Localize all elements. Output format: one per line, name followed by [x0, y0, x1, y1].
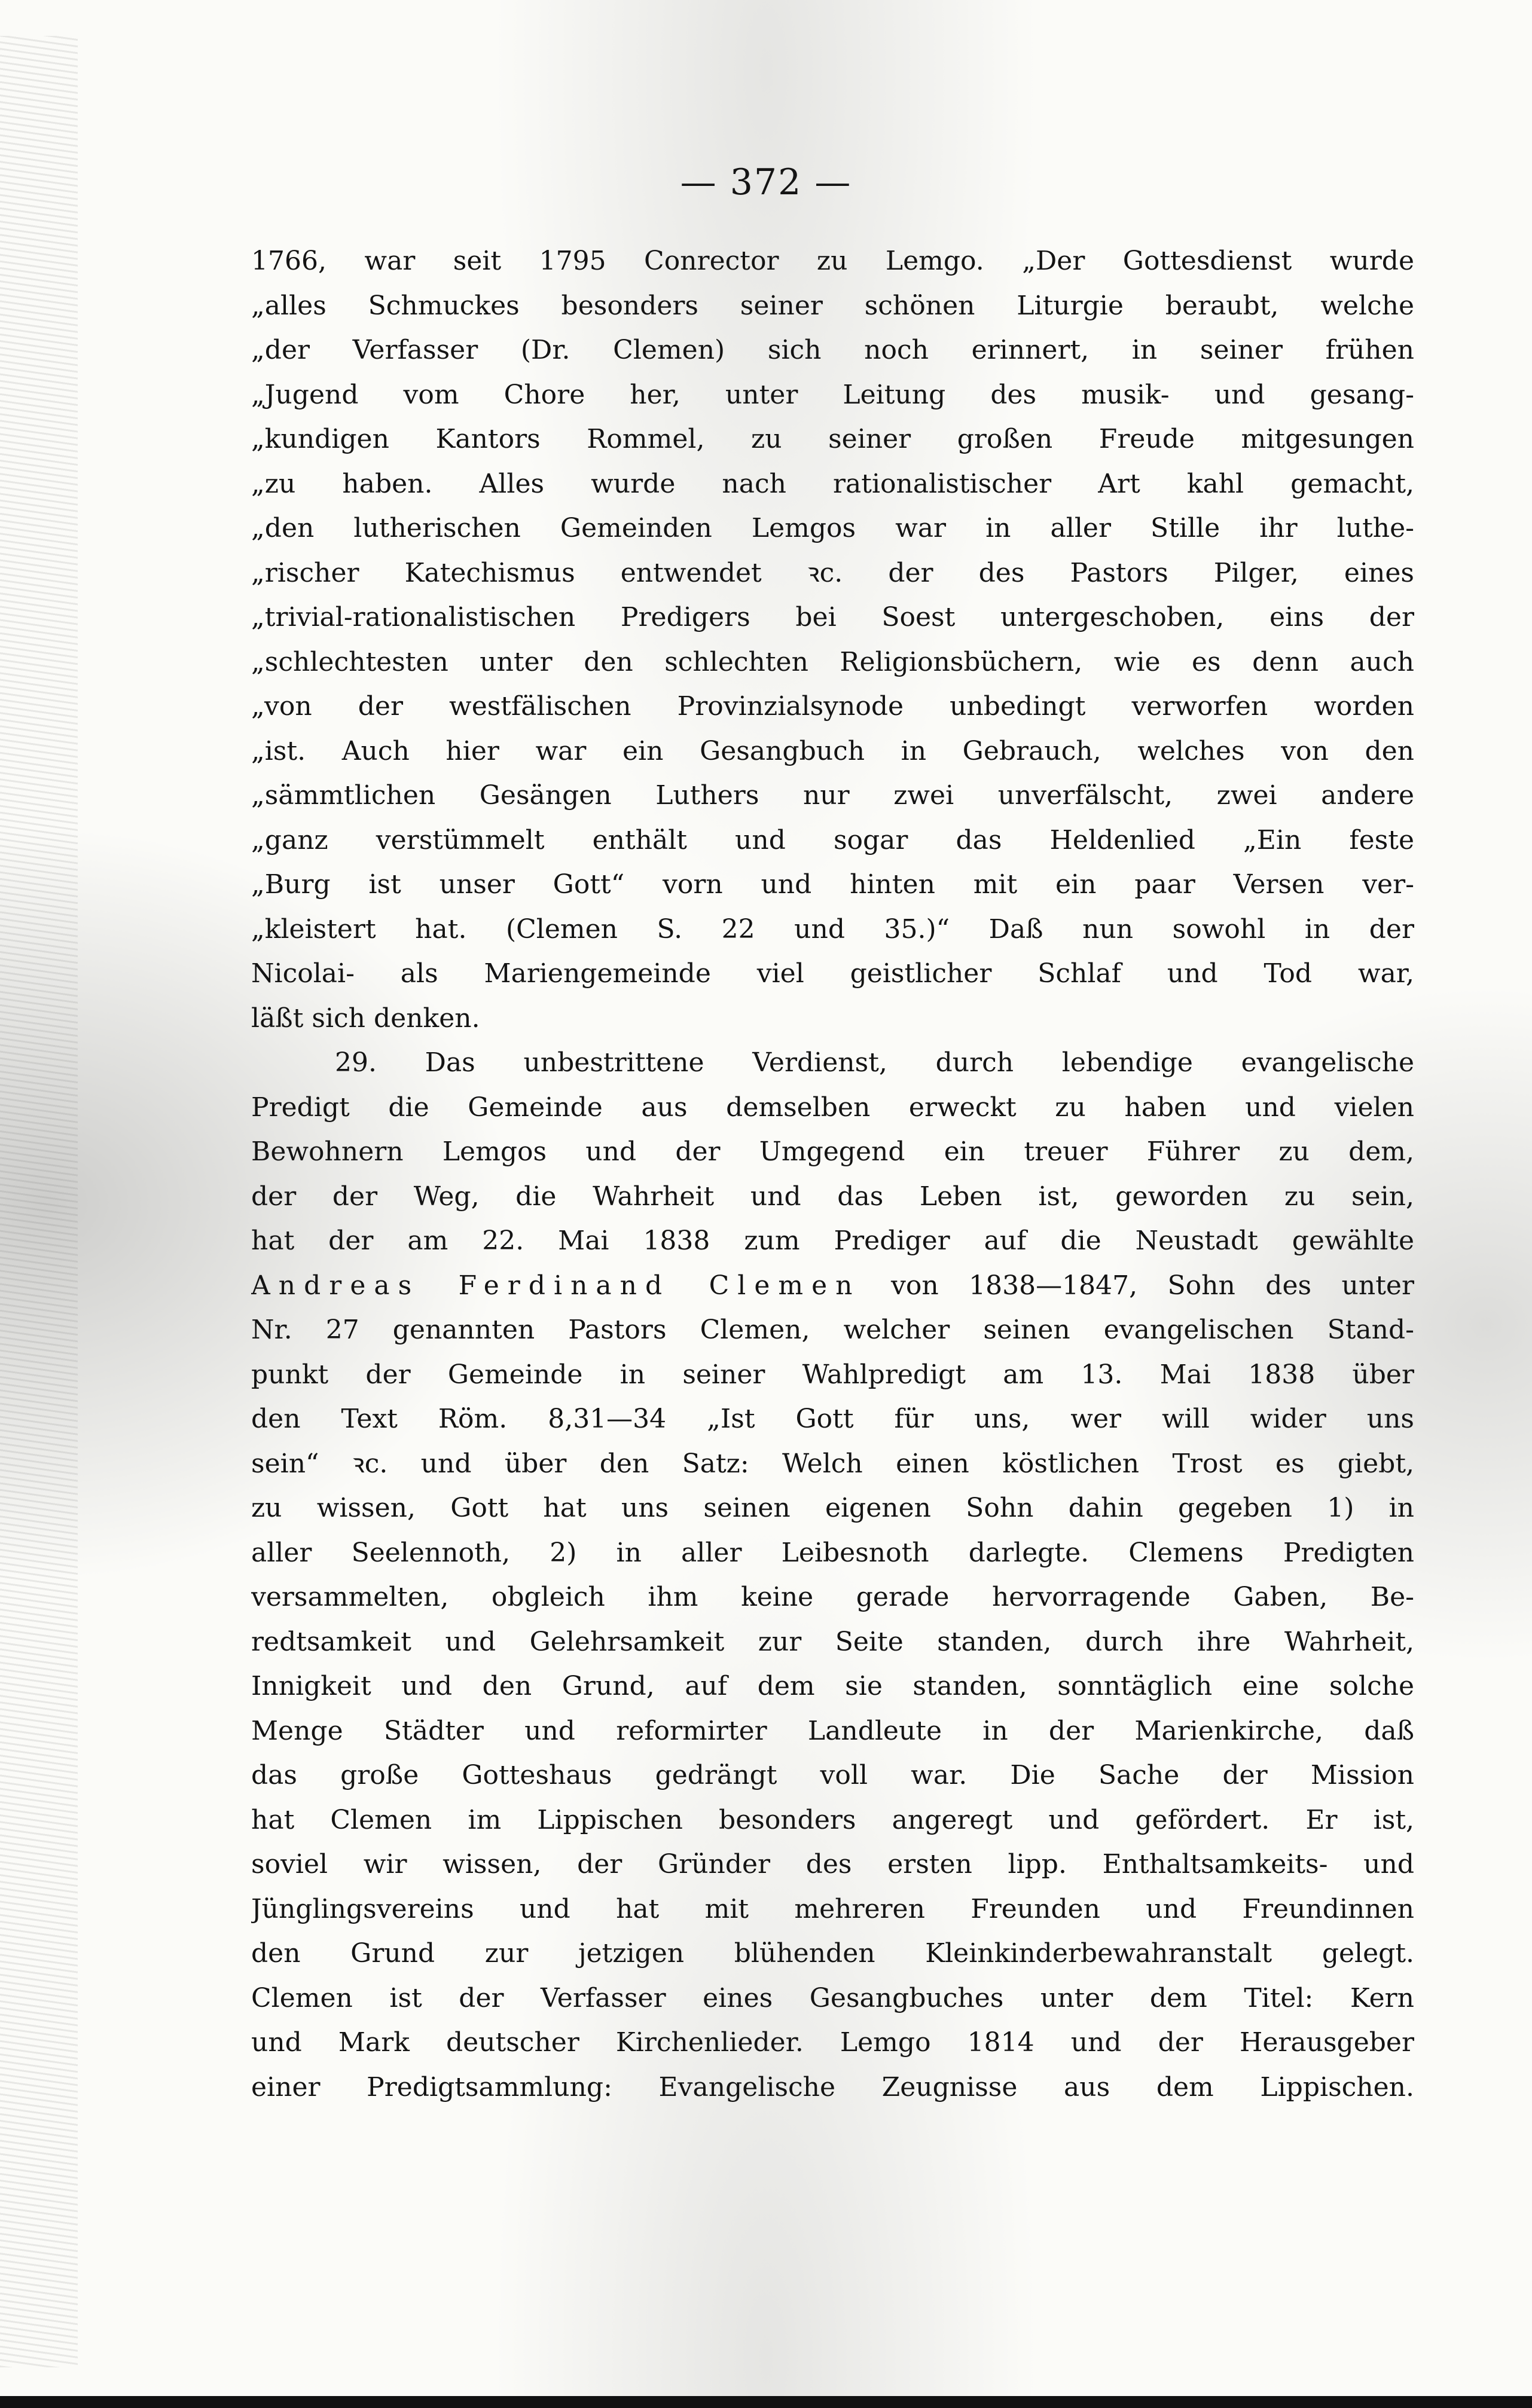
page-number: — 372 — — [680, 161, 852, 203]
text-line: „sämmtlichen Gesängen Luthers nur zwei unverfälscht, zwei andere — [251, 780, 1414, 811]
text-line: das große Gotteshaus gedrängt voll war. Die Sache der Mission — [251, 1760, 1414, 1790]
text-line: „alles Schmuckes besonders seiner schönen Liturgie beraubt, welche — [251, 290, 1414, 321]
text-line: den Text Röm. 8,31—34 „Ist Gott für uns, wer will wider uns — [251, 1404, 1414, 1434]
text-line: „trivial-rationalistischen Predigers bei Soest untergeschoben, eins der — [251, 602, 1414, 632]
text-line: „Jugend vom Chore her, unter Leitung des musik- und gesang- — [251, 379, 1414, 410]
line-remainder: von 1838—1847, Sohn des unter — [890, 1270, 1414, 1301]
text-line: „den lutherischen Gemeinden Lemgos war in aller Stille ihr luthe- — [251, 513, 1414, 543]
scan-border — [0, 2396, 1532, 2408]
text-line: hat Clemen im Lippischen besonders angeregt und gefördert. Er ist, — [251, 1804, 1414, 1835]
text-line: „zu haben. Alles wurde nach rationalistischer Art kahl gemacht, — [251, 468, 1414, 499]
text-line: Predigt die Gemeinde aus demselben erweckt zu haben und vielen — [251, 1092, 1414, 1123]
text-line: „Burg ist unser Gott“ vorn und hinten mit ein paar Versen ver- — [251, 869, 1414, 900]
text-line: Innigkeit und den Grund, auf dem sie standen, sonntäglich eine solche — [251, 1671, 1414, 1701]
paragraph-start-line: 29. Das unbestrittene Verdienst, durch lebendige evangelische — [335, 1047, 1414, 1078]
text-line: und Mark deutscher Kirchenlieder. Lemgo 1814 und der Herausgeber — [251, 2027, 1414, 2058]
page-edge-shadow — [0, 36, 78, 2367]
spaced-person-name: Andreas Ferdinand Clemen — [251, 1270, 861, 1301]
text-line: Nicolai- als Mariengemeinde viel geistlicher Schlaf und Tod war, — [251, 958, 1414, 989]
text-line: hat der am 22. Mai 1838 zum Prediger auf die Neustadt gewählte — [251, 1226, 1414, 1256]
text-line: der der Weg, die Wahrheit und das Leben ist, geworden zu sein, — [251, 1181, 1414, 1212]
text-line: „kundigen Kantors Rommel, zu seiner großen Freude mitgesungen — [251, 424, 1414, 454]
text-line: Nr. 27 genannten Pastors Clemen, welcher seinen evangelischen Stand- — [251, 1315, 1414, 1345]
body-text — [251, 239, 1414, 2110]
text-line: „ganz verstümmelt enthält und sogar das Heldenlied „Ein feste — [251, 824, 1414, 855]
text-line-with-name — [251, 1264, 1414, 1309]
text-line: versammelten, obgleich ihm keine gerade hervorragende Gaben, Be- — [251, 1582, 1414, 1612]
text-line: „der Verfasser (Dr. Clemen) sich noch erinnert, in seiner frühen — [251, 335, 1414, 365]
text-line: aller Seelennoth, 2) in aller Leibesnoth darlegte. Clemens Predigten — [251, 1537, 1414, 1568]
text-line: Clemen ist der Verfasser eines Gesangbuches unter dem Titel: Kern — [251, 1982, 1414, 2013]
text-line: Jünglingsvereins und hat mit mehreren Freunden und Freundinnen — [251, 1893, 1414, 1924]
text-line: redtsamkeit und Gelehrsamkeit zur Seite standen, durch ihre Wahrheit, — [251, 1626, 1414, 1657]
text-line: soviel wir wissen, der Gründer des ersten lipp. Enthaltsamkeits- und — [251, 1849, 1414, 1880]
text-line: „von der westfälischen Provinzialsynode unbedingt verworfen worden — [251, 691, 1414, 722]
paragraph-end-line: läßt sich denken. — [251, 1003, 480, 1034]
text-line: den Grund zur jetzigen blühenden Kleinkinderbewahranstalt gelegt. — [251, 1938, 1414, 1969]
text-line: einer Predigtsammlung: Evangelische Zeugnisse aus dem Lippischen. — [251, 2071, 1414, 2103]
text-line: sein“ ꝛc. und über den Satz: Welch einen köstlichen Trost es giebt, — [251, 1448, 1414, 1479]
text-line: zu wissen, Gott hat uns seinen eigenen Sohn dahin gegeben 1) in — [251, 1493, 1414, 1523]
text-line: punkt der Gemeinde in seiner Wahlpredigt am 13. Mai 1838 über — [251, 1359, 1414, 1390]
text-line: Menge Städter und reformirter Landleute in der Marienkirche, daß — [251, 1715, 1414, 1746]
text-line: Bewohnern Lemgos und der Umgegend ein treuer Führer zu dem, — [251, 1136, 1414, 1167]
text-line: „kleistert hat. (Clemen S. 22 und 35.)“ Daß nun sowohl in der — [251, 913, 1414, 945]
text-line: 1766, war seit 1795 Conrector zu Lemgo. „Der Gottesdienst wurde — [251, 246, 1414, 276]
text-line: „rischer Katechismus entwendet ꝛc. der des Pastors Pilger, eines — [251, 557, 1414, 588]
text-line: „schlechtesten unter den schlechten Religionsbüchern, wie es denn auch — [251, 646, 1414, 677]
text-line: „ist. Auch hier war ein Gesangbuch in Gebrauch, welches von den — [251, 735, 1414, 766]
